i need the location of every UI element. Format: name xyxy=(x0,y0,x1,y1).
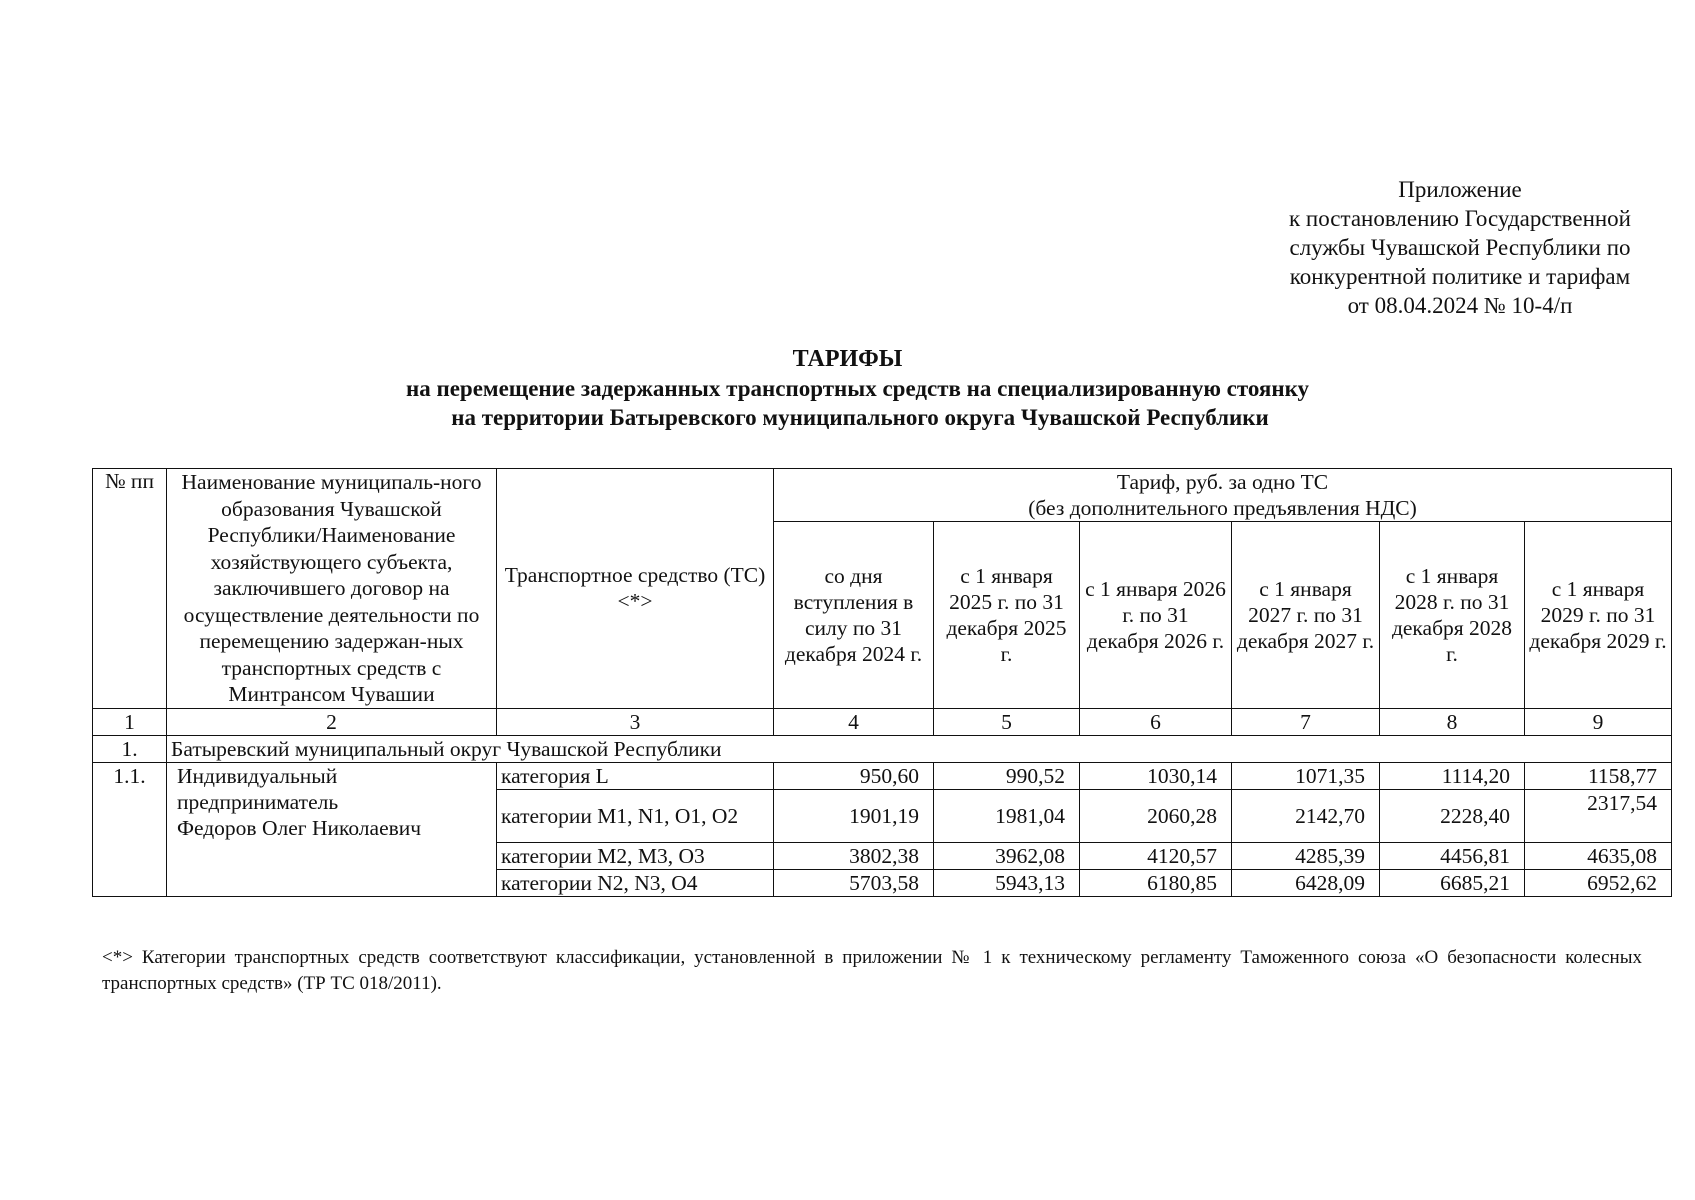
header-row-1 xyxy=(93,469,1672,522)
section-name: Батыревский муниципальный округ Чувашской Республики xyxy=(167,735,1672,762)
tariff-value: 2317,54 xyxy=(1525,789,1672,842)
tariff-value: 6685,21 xyxy=(1380,869,1525,896)
column-number: 5 xyxy=(934,708,1080,735)
tariff-value: 6952,62 xyxy=(1525,869,1672,896)
column-number: 8 xyxy=(1380,708,1525,735)
section-row xyxy=(93,735,1672,762)
tariff-value: 6180,85 xyxy=(1080,869,1232,896)
tariff-value: 1901,19 xyxy=(774,789,934,842)
entity-name-line: Индивидуальный xyxy=(177,763,338,788)
title-line-2: на территории Батыревского муниципального округа Чувашской Республики xyxy=(451,405,1269,430)
appendix-line: от 08.04.2024 № 10-4/п xyxy=(1347,293,1573,318)
column-number: 9 xyxy=(1525,708,1672,735)
table-row xyxy=(93,762,1672,789)
appendix-line: конкурентной политике и тарифам xyxy=(1289,264,1631,289)
footnote: <*> Категории транспортных средств соответствуют классификации, установленной в приложении № 1 к техническому регламенту Таможенного союза «О безопасности колесных транспортных средств» (ТР ТС 018/2011). xyxy=(102,947,1642,994)
tariff-value: 3802,38 xyxy=(774,842,934,869)
document-title xyxy=(0,345,1695,432)
entity-name xyxy=(167,762,497,896)
tariff-value: 2060,28 xyxy=(1080,789,1232,842)
column-number: 6 xyxy=(1080,708,1232,735)
header-number: № пп xyxy=(93,469,167,709)
header-period: с 1 января 2028 г. по 31 декабря 2028 г. xyxy=(1380,522,1525,708)
header-period: с 1 января 2026 г. по 31 декабря 2026 г. xyxy=(1080,522,1232,708)
title-line-1: на перемещение задержанных транспортных средств на специализированную стоянку xyxy=(405,376,1310,401)
title-main: ТАРИФЫ xyxy=(792,346,903,372)
tariff-value: 2228,40 xyxy=(1380,789,1525,842)
section-number: 1. xyxy=(93,735,167,762)
appendix-line: Приложение xyxy=(1398,177,1522,202)
header-period: с 1 января 2027 г. по 31 декабря 2027 г. xyxy=(1232,522,1380,708)
tariff-value: 5943,13 xyxy=(934,869,1080,896)
column-number: 1 xyxy=(93,708,167,735)
column-number: 3 xyxy=(497,708,774,735)
column-number: 7 xyxy=(1232,708,1380,735)
tariff-value: 6428,09 xyxy=(1232,869,1380,896)
appendix-line: службы Чувашской Республики по xyxy=(1289,235,1631,260)
tariff-value: 4285,39 xyxy=(1232,842,1380,869)
vehicle-category: категории M2, M3, O3 xyxy=(497,842,774,869)
entity-name-line: предприниматель xyxy=(177,789,339,814)
tariff-value: 4120,57 xyxy=(1080,842,1232,869)
appendix-line: к постановлению Государственной xyxy=(1289,206,1631,231)
column-number-row xyxy=(93,708,1672,735)
vehicle-category: категории N2, N3, O4 xyxy=(497,869,774,896)
column-number: 2 xyxy=(167,708,497,735)
header-name: Наименование муниципаль-ного образования Чувашской Республики/Наименование хозяйствующего субъекта, заключившего договор на осуществление деятельности по перемещению задержан-ных транспортных средств с Минтрансом Чувашии xyxy=(167,469,497,709)
header-tariff-line-1: Тариф, руб. за одно ТС xyxy=(1116,470,1329,494)
tariff-value: 950,60 xyxy=(774,762,934,789)
entity-number: 1.1. xyxy=(93,762,167,896)
header-period: с 1 января 2029 г. по 31 декабря 2029 г. xyxy=(1525,522,1672,708)
header-vehicle: Транспортное средство (ТС) <*> xyxy=(497,469,774,709)
header-period: с 1 января 2025 г. по 31 декабря 2025 г. xyxy=(934,522,1080,708)
tariff-value: 1071,35 xyxy=(1232,762,1380,789)
tariff-value: 4456,81 xyxy=(1380,842,1525,869)
tariff-value: 4635,08 xyxy=(1525,842,1672,869)
header-tariff xyxy=(774,469,1672,522)
vehicle-category: категория L xyxy=(497,762,774,789)
header-period: со дня вступления в силу по 31 декабря 2024 г. xyxy=(774,522,934,708)
tariff-value: 1114,20 xyxy=(1380,762,1525,789)
tariff-value: 990,52 xyxy=(934,762,1080,789)
column-number: 4 xyxy=(774,708,934,735)
tariff-value: 1158,77 xyxy=(1525,762,1672,789)
appendix-header xyxy=(1245,175,1675,320)
vehicle-category: категории M1, N1, O1, O2 xyxy=(497,789,774,842)
tariff-value: 1030,14 xyxy=(1080,762,1232,789)
header-tariff-line-2: (без дополнительного предъявления НДС) xyxy=(1028,496,1417,520)
entity-name-line: Федоров Олег Николаевич xyxy=(177,815,422,840)
tariff-value: 1981,04 xyxy=(934,789,1080,842)
tariff-value: 3962,08 xyxy=(934,842,1080,869)
tariff-value: 2142,70 xyxy=(1232,789,1380,842)
tariff-value: 5703,58 xyxy=(774,869,934,896)
tariffs-table xyxy=(92,468,1672,897)
